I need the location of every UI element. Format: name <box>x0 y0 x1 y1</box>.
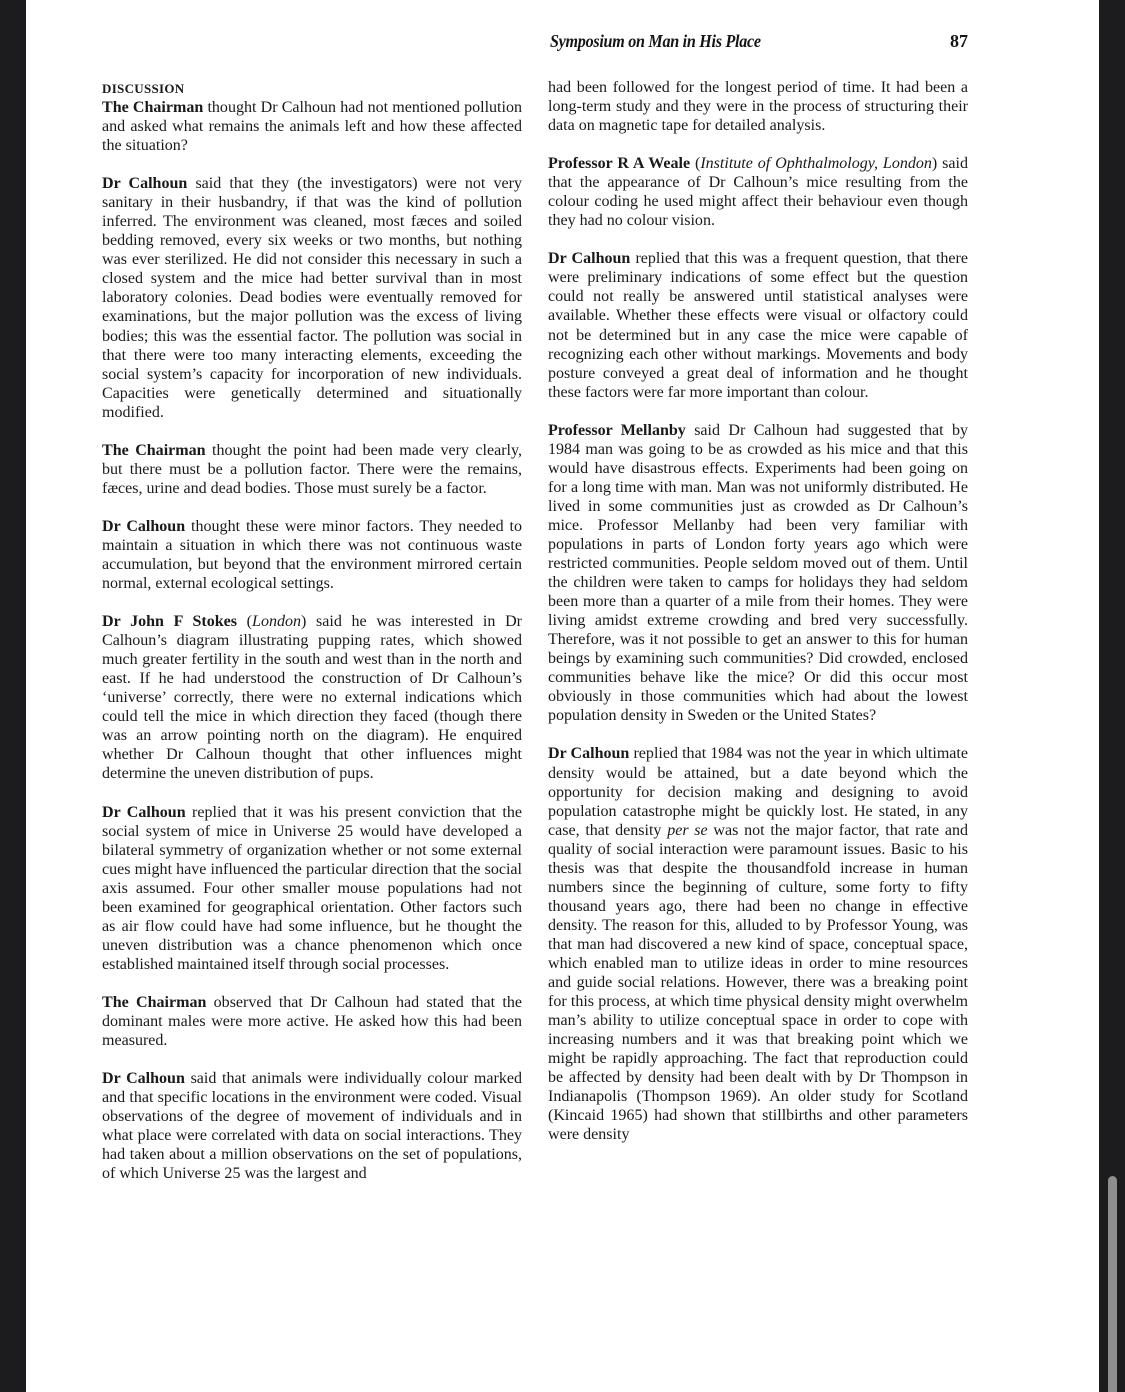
vertical-scrollbar[interactable] <box>1099 0 1125 1392</box>
paragraph-text: ( <box>690 155 701 173</box>
document-page <box>26 0 1099 1392</box>
paragraph-text: replied that this was a frequent question, that there were preliminary indications of some effect but the question could not really be answered until statistical analyses were available. Whether these effects were visual or olfactory could not be determined but in any case the mice were capable of recognizing each other without markings. Movements and body posture conveyed a great deal of information and he thought these factors were far more important than colour. <box>548 250 968 401</box>
speaker-affiliation: London <box>252 613 302 631</box>
viewer-background-left <box>0 0 26 1392</box>
speaker-name: The Chairman <box>102 441 206 459</box>
speaker-name: Professor Mellanby <box>548 421 686 439</box>
discussion-paragraph <box>102 441 522 498</box>
paragraph-text: observed that Dr Calhoun had stated that the dominant males were more active. He asked how this had been measured. <box>102 993 522 1050</box>
discussion-paragraph <box>102 174 522 422</box>
discussion-paragraph <box>102 98 522 155</box>
discussion-paragraph <box>102 1069 522 1183</box>
discussion-paragraph <box>102 993 522 1050</box>
discussion-paragraph <box>102 517 522 593</box>
italic-term: per se <box>667 821 708 839</box>
speaker-name: Dr Calhoun <box>102 803 186 821</box>
discussion-paragraph <box>102 803 522 974</box>
section-heading: DISCUSSION <box>102 81 185 96</box>
discussion-paragraph <box>548 249 968 401</box>
discussion-paragraph <box>548 421 968 726</box>
paragraph-text: ) said he was interested in Dr Calhoun’s diagram illustrating pupping rates, which showed much greater fertility in the south and west than in the north and east. If he had understood the construction of Dr Calhoun’s ‘universe’ correctly, there were no external indications which could tell the mice in which direction they faced (though there was an arrow pointing north on the diagram). He enquired whether Dr Calhoun thought that other influences might determine the uneven distribution of pups. <box>102 613 522 783</box>
speaker-name: The Chairman <box>102 99 204 116</box>
speaker-name: Dr Calhoun <box>548 250 631 268</box>
paragraph-text: said that animals were individually colour marked and that specific locations in the environment were coded. Visual observations of the degree of movement of individuals and in what place were correlated with data on social interactions. They had taken about a million observations on the set of populations, of which Universe 25 was the largest and <box>102 1070 522 1183</box>
speaker-name: Dr Calhoun <box>102 517 186 535</box>
paragraph-text: thought the point had been made very clearly, but there must be a pollution factor. There were the remains, fæces, urine and dead bodies. Those must surely be a factor. <box>102 441 522 497</box>
left-column <box>102 80 522 1202</box>
paragraph-text: replied that 1984 was not the year in which ultimate density would be attained, but a date beyond which the opportunity for decision making and designing to avoid population catastrophe might be quickly lost. He stated, in any case, that density <box>548 745 968 839</box>
paragraph-text: thought these were minor factors. They needed to maintain a situation in which there was not continuous waste accumulation, but beyond that the environment mirrored certain normal, external ecological settings. <box>102 517 522 593</box>
speaker-name: Dr Calhoun <box>548 745 630 763</box>
running-title: Symposium on Man in His Place <box>550 31 761 51</box>
paragraph-text: ) said that the appearance of Dr Calhoun’s mice resulting from the colour coding he used might affect their behaviour even though they had no colour vision. <box>548 155 968 230</box>
right-column <box>548 78 968 1163</box>
speaker-name: The Chairman <box>102 993 207 1011</box>
scrollbar-thumb[interactable] <box>1108 1176 1117 1392</box>
paragraph-text: was not the major factor, that rate and quality of social interaction were paramount issues. Basic to his thesis was that despite the thousandfold increase in human numbers since the beginning of culture, some forty to fifty thousand years ago, there had been no change in effective density. The reason for this, alluded to by Professor Young, was that man had discovered a new kind of space, conceptual space, which enabled man to utilize ideas in order to mine resources and guide social relations. However, there was a breaking point for this process, at which time physical density might overwhelm man’s ability to utilize conceptual space in order to cope with increasing numbers and it was that breaking point which we might be rapidly approaching. The fact that reproduction could be affected by density had been dealt with by Dr Thompson in Indianapolis (Thompson 1969). An older study for Scotland (Kincaid 1965) had shown that stillbirths and other parameters were density <box>548 821 968 1144</box>
discussion-paragraph <box>548 154 968 230</box>
continuation-paragraph: had been followed for the longest period of time. It had been a long-term study and they were in the process of structuring their data on magnetic tape for detailed analysis. <box>548 79 968 135</box>
speaker-name: Dr Calhoun <box>102 175 188 193</box>
speaker-name: Professor R A Weale <box>548 155 691 173</box>
discussion-paragraph <box>102 612 522 783</box>
speaker-affiliation: Institute of Ophthalmology, London <box>700 155 932 173</box>
speaker-name: Dr Calhoun <box>102 1070 185 1088</box>
paragraph-text: said that they (the investigators) were not very sanitary in their husbandry, if that was the kind of pollution inferred. The environment was cleaned, most fæces and soiled bedding removed, every six weeks or two months, but nothing was ever sterilized. He did not consider this necessary in such a closed system and the mice had better survival than in most laboratory colonies. Dead bodies were eventually removed for examinations, but the major pollution was the excess of living bodies; this was the essential factor. The pollution was social in that there were too many interacting elements, exceeding the social system’s capacity for incorporation of new individuals. Capacities were genetically determined and situationally modified. <box>102 175 522 421</box>
paragraph-text: thought Dr Calhoun had not mentioned pollution and asked what remains the animals left and how these affected the situation? <box>102 99 522 155</box>
paragraph-text: said Dr Calhoun had suggested that by 1984 man was going to be as crowded as his mice and that this would have disastrous effects. Experiments had been going on for a long time with man. Man was not uniformly distributed. He lived in some communities just as crowded as Dr Calhoun’s mice. Professor Mellanby had been very familiar with populations in parts of London forty years ago which were restricted communities. People seldom moved out of them. Until the children were taken to camps for holidays they had seldom been more than a quarter of a mile from their homes. They were living amidst extreme crowding and bred very successfully. Therefore, was it not possible to get an answer to this for human beings by examining such communities? Did crowded, enclosed communities behave like the mice? Or did this occur most obviously in those communities which had about the lowest population density in Sweden or the United States? <box>548 421 968 725</box>
speaker-name: Dr John F Stokes <box>102 613 238 631</box>
paragraph-text: ( <box>237 613 253 631</box>
discussion-paragraph <box>548 744 968 1144</box>
paragraph-text: replied that it was his present conviction that the social system of mice in Universe 25 would have developed a bilateral symmetry of organization whether or not some external cues might have influenced the particular direction that the social axis assumed. Four other smaller mouse populations had not been examined for geographical orientation. Other factors such as air flow could have had some influence, but he thought the uneven distribution was a chance phenomenon which once established maintained itself through social processes. <box>102 803 522 973</box>
page-number: 87 <box>950 31 968 51</box>
